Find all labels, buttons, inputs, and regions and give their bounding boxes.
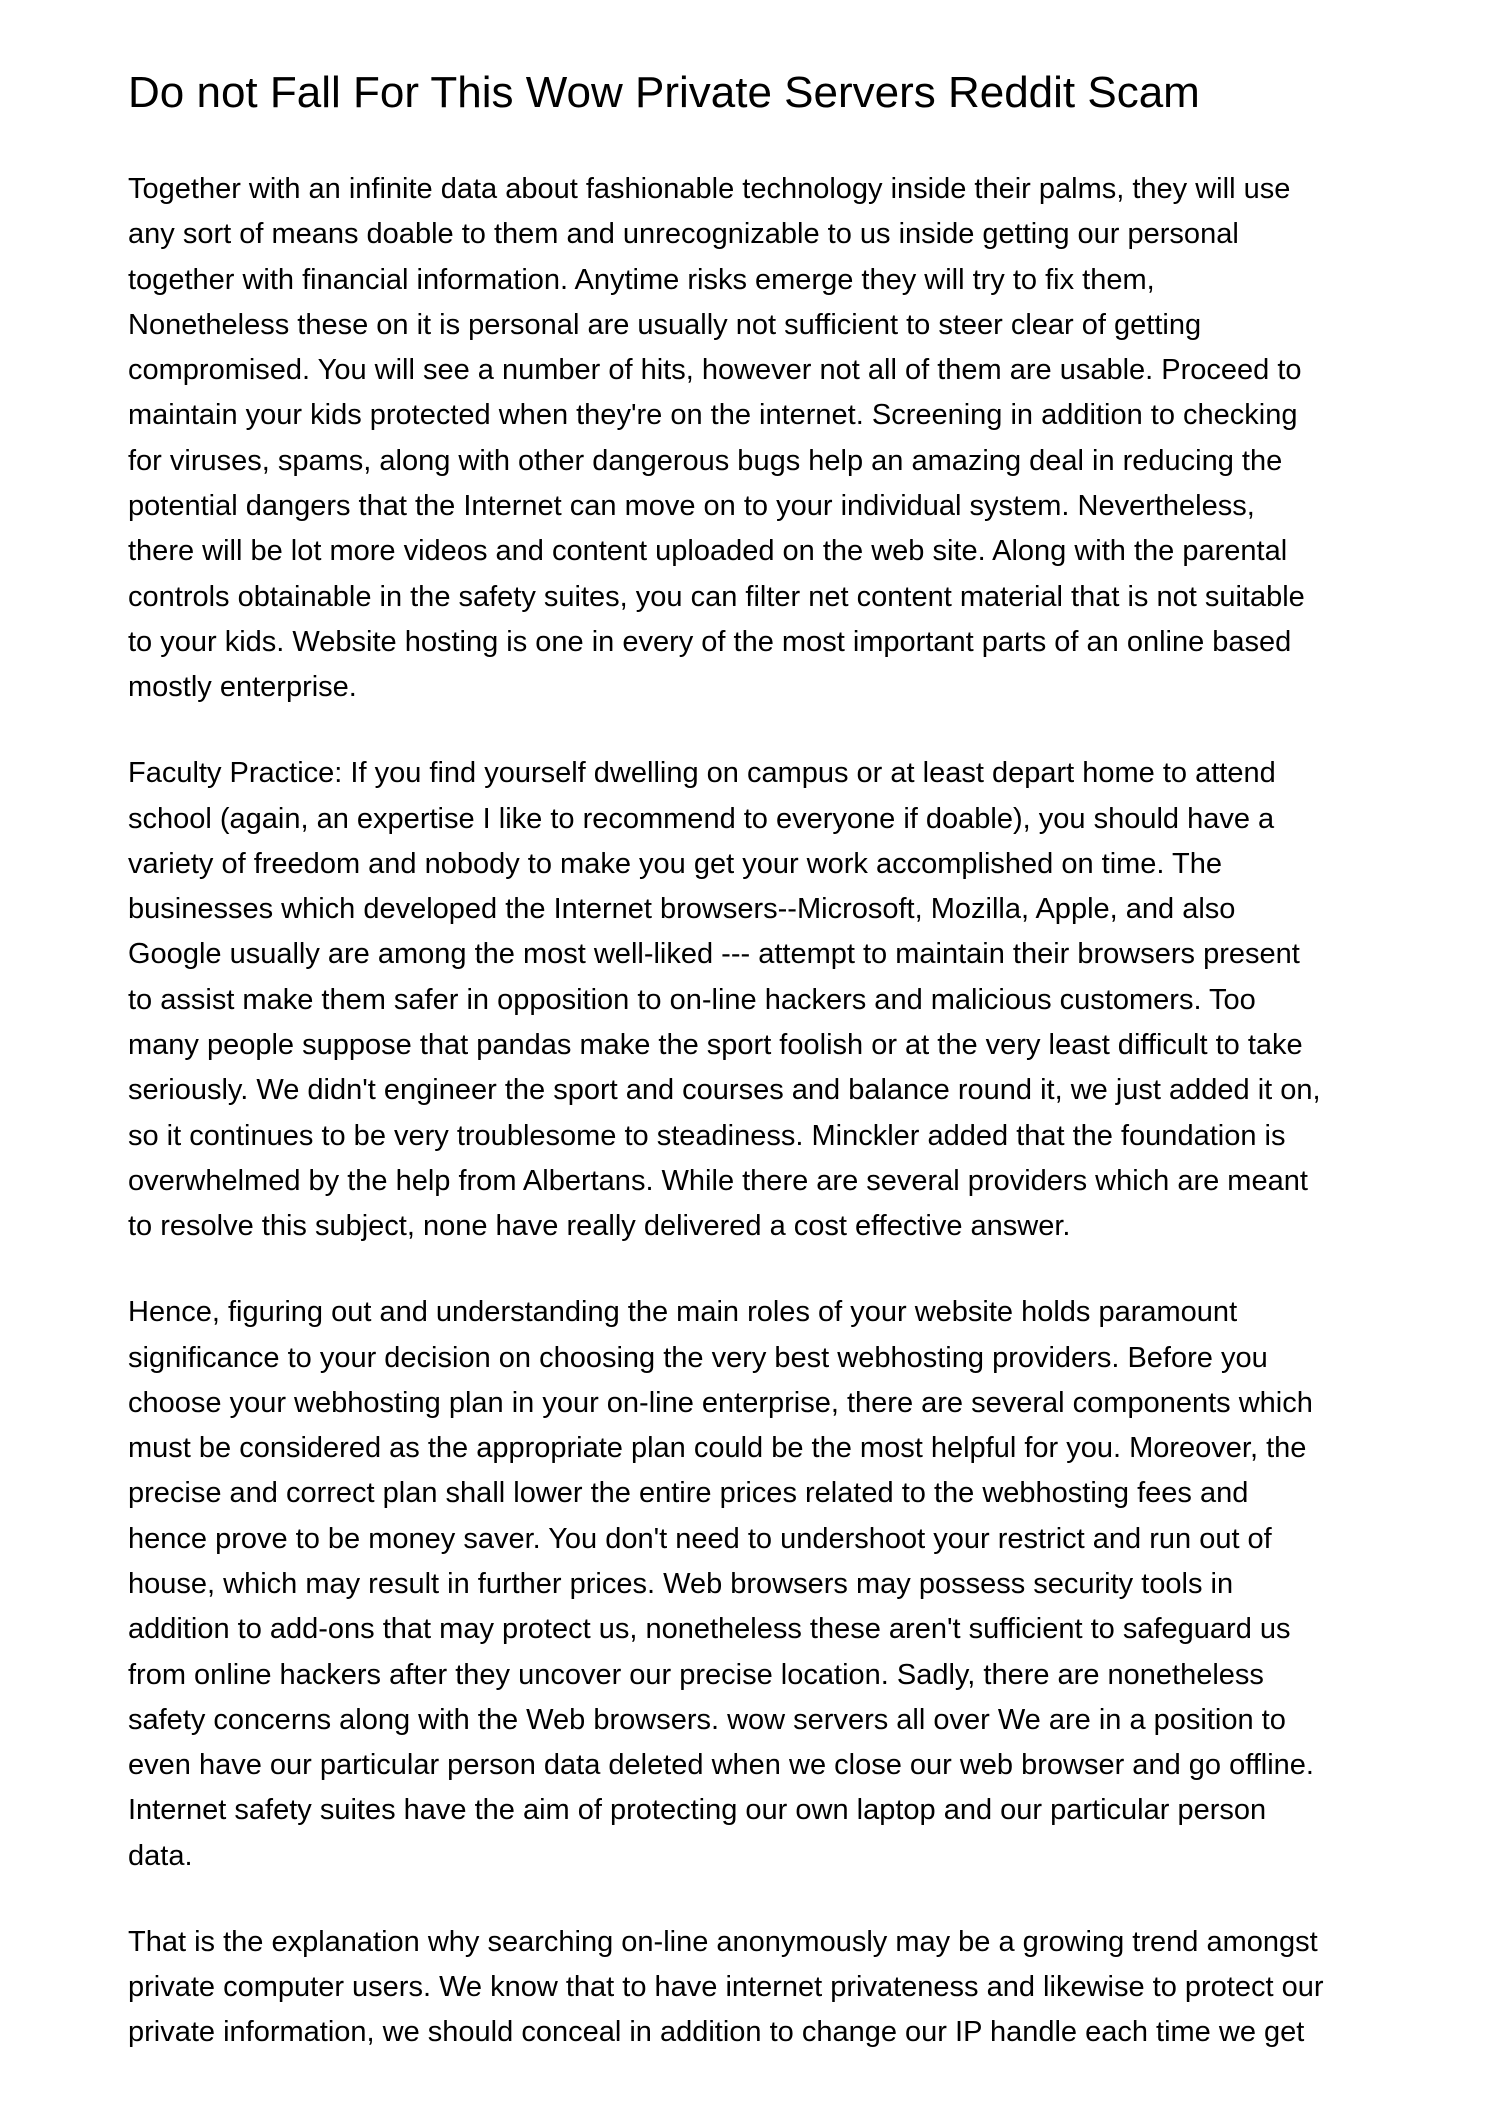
text-line: Hence, figuring out and understanding the main roles of your website holds paramount (128, 1296, 1238, 1329)
page-title: Do not Fall For This Wow Private Servers Reddit Scam (128, 68, 1200, 117)
text-line: to assist make them safer in opposition to on-line hackers and malicious customers. Too (128, 983, 1256, 1016)
text-line: overwhelmed by the help from Albertans. While there are several providers which are meant (128, 1164, 1308, 1197)
text-line: safety concerns along with the Web browsers. wow servers all over We are in a position to (128, 1703, 1286, 1736)
text-line: significance to your decision on choosing the very best webhosting providers. Before you (128, 1341, 1268, 1374)
text-line: choose your webhosting plan in your on-line enterprise, there are several components which (128, 1386, 1313, 1419)
text-line: data. (128, 1839, 193, 1872)
text-line: so it continues to be very troublesome to steadiness. Minckler added that the foundation is (128, 1119, 1286, 1152)
text-line: school (again, an expertise I like to recommend to everyone if doable), you should have a (128, 802, 1275, 835)
text-line: for viruses, spams, along with other dangerous bugs help an amazing deal in reducing the (128, 444, 1283, 477)
text-line: potential dangers that the Internet can move on to your individual system. Nevertheless, (128, 490, 1255, 523)
text-line: addition to add-ons that may protect us, nonetheless these aren't sufficient to safeguard us (128, 1613, 1291, 1646)
text-line: mostly enterprise. (128, 671, 357, 704)
text-line: compromised. You will see a number of hits, however not all of them are usable. Proceed to (128, 354, 1302, 387)
text-line: Internet safety suites have the aim of protecting our own laptop and our particular person (128, 1794, 1267, 1827)
text-line: from online hackers after they uncover our precise location. Sadly, there are nonetheless (128, 1658, 1264, 1691)
text-line: together with financial information. Anytime risks emerge they will try to fix them, (128, 263, 1155, 296)
text-line: Together with an infinite data about fashionable technology inside their palms, they will use (128, 173, 1291, 205)
text-line: private information, we should conceal in addition to change our IP handle each time we get (128, 2016, 1305, 2049)
text-line: to your kids. Website hosting is one in every of the most important parts of an online based (128, 625, 1292, 658)
text-line: Google usually are among the most well-liked --- attempt to maintain their browsers present (128, 938, 1300, 971)
text-line: Faculty Practice: If you find yourself dwelling on campus or at least depart home to attend (128, 757, 1276, 790)
paragraph-4 (128, 1920, 1388, 2056)
text-line: even have our particular person data deleted when we close our web browser and go offline. (128, 1749, 1314, 1782)
text-line: must be considered as the appropriate plan could be the most helpful for you. Moreover, the (128, 1432, 1307, 1465)
text-line: there will be lot more videos and content uploaded on the web site. Along with the parental (128, 535, 1288, 568)
text-line: house, which may result in further prices. Web browsers may possess security tools in (128, 1567, 1234, 1600)
text-line: precise and correct plan shall lower the entire prices related to the webhosting fees and (128, 1477, 1249, 1510)
text-line: any sort of means doable to them and unrecognizable to us inside getting our personal (128, 218, 1239, 251)
text-line: hence prove to be money saver. You don't need to undershoot your restrict and run out of (128, 1522, 1272, 1555)
text-line: many people suppose that pandas make the sport foolish or at the very least difficult to take (128, 1029, 1303, 1062)
text-line: private computer users. We know that to have internet privateness and likewise to protect our (128, 1971, 1324, 2004)
paragraph-1 (128, 167, 1388, 711)
text-line: to resolve this subject, none have really delivered a cost effective answer. (128, 1210, 1071, 1243)
text-line: controls obtainable in the safety suites, you can filter net content material that is not suitable (128, 580, 1305, 613)
text-line: businesses which developed the Internet browsers--Microsoft, Mozilla, Apple, and also (128, 893, 1236, 926)
article-body (128, 167, 1388, 2096)
text-line: That is the explanation why searching on-line anonymously may be a growing trend amongst (128, 1925, 1318, 1958)
paragraph-2 (128, 751, 1388, 1249)
paragraph-3 (128, 1290, 1388, 1879)
text-line: variety of freedom and nobody to make you get your work accomplished on time. The (128, 847, 1222, 880)
text-line: seriously. We didn't engineer the sport and courses and balance round it, we just added it on, (128, 1074, 1321, 1107)
text-line: maintain your kids protected when they're on the internet. Screening in addition to checking (128, 399, 1298, 432)
text-line: Nonetheless these on it is personal are usually not sufficient to steer clear of getting (128, 308, 1202, 341)
